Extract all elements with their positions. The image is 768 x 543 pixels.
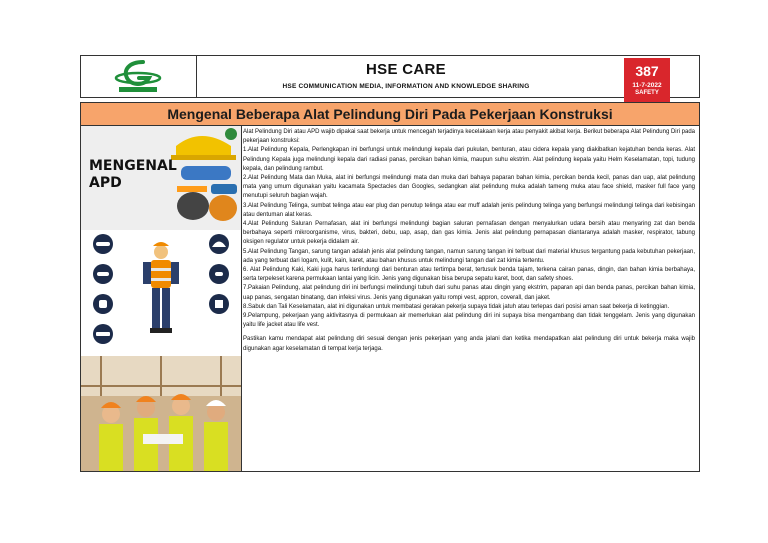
paragraph-8: 8.Sabuk dan Tali Keselamatan, alat ini digunakan untuk membatasi gerakan pekerja supaya tidak jatuh atau terlepas dari posisi aman saat bekerja di ketinggian. xyxy=(243,303,670,310)
newsletter-sheet xyxy=(80,55,700,470)
apd-caption xyxy=(89,158,177,192)
image-column xyxy=(81,126,242,471)
edition-number: 387 xyxy=(635,63,659,79)
article-text xyxy=(243,128,695,468)
construction-workers-photo xyxy=(81,356,241,471)
logo-icon xyxy=(81,56,196,97)
apd-equipment-image xyxy=(81,126,241,230)
paragraph-3: 3.Alat Pelindung Telinga, sumbat telinga atau ear plug dan penutup telinga atau ear muff adalah jenis pelindung telinga yang berfungsi melindungi telinga dari kebisingan atau dentuman alat keras. xyxy=(243,202,695,218)
workers-illustration xyxy=(81,356,241,471)
apd-caption-line2: APD xyxy=(89,175,122,191)
header-subtitle: HSE COMMUNICATION MEDIA, INFORMATION AND KNOWLEDGE SHARING xyxy=(282,83,530,90)
paragraph-6: 6. Alat Pelindung Kaki, Kaki juga harus terlindungi dari benturan atau tertimpa berat, tertusuk benda tajam, terkena cairan panas, dingin, dan bahan kimia berbahaya, serta terpeleset karena permukaan lantai yang licin. Jenis yang digunakan bisa berupa sepatu karet, boot, dan safety shoes. xyxy=(243,267,695,283)
paragraph-4: 4.Alat Pelindung Saluran Pernafasan, alat ini berfungsi melindungi bagian saluran pernafasan dengan menyalurkan udara bersih atau menyaring zat dan benda berbahaya seperti mikroorganisme, virus, bakteri, debu, uap, asap, dan gas kimia. Jenis alat pelindung pernapasan diantaranya adalah masker, respirator, tabung oksigen regulator untuk pekerja didalam air. xyxy=(243,221,695,246)
paragraph-5: 5.Alat Pelindung Tangan, sarung tangan adalah jenis alat pelindung tangan, namun sarung tangan ini terbuat dari material khusus tergantung pada kebutuhan pekerjaan, ada yang terbuat dari logam, kulit, kain, karet, atau bahan khusus untuk melindungi tangan dari zat kimia tertentu. xyxy=(243,248,695,264)
paragraph-7: 7.Pakaian Pelindung, alat pelindung diri ini berfungsi melindungi tubuh dari suhu panas atau dingin yang ekstrim, paparan api dan benda panas, percikan bahan kimia, uap panas, sengatan binatang, dan infeksi virus. Jenis yang digunakan yaitu rompi vest, appron, coverall, dan jaket. xyxy=(243,285,695,301)
ppe-chart-illustration xyxy=(81,230,241,356)
header-title: HSE CARE xyxy=(366,61,446,78)
paragraph-2: 2.Alat Pelindung Mata dan Muka, alat ini berfungsi melindungi mata dan muka dari bahaya paparan bahan kimia, percikan benda kecil, panas dan uap, alat pelindung mata yang umum digunakan yaitu kacamata Spectacles dan Googles, sedangkan alat pelindung muka adalah tameng muka atau face shield, masker full face yang menutupi seluruh bagian wajah. xyxy=(243,175,695,200)
paragraph-intro: Alat Pelindung Diri atau APD wajib dipakai saat bekerja untuk mencegah terjadinya kecelakaan kerja atau penyakit akibat kerja. Berikut beberapa Alat Pelindung Diri pada pekerjaan konstruksi: xyxy=(243,129,695,145)
edition-date: 11-7-2022 xyxy=(632,82,662,89)
header xyxy=(80,55,700,98)
company-logo xyxy=(81,56,197,97)
paragraph-9: 9.Pelampung, pekerjaan yang aktivitasnya di permukaan air memerlukan alat pelindung diri ini supaya bisa mengambang dan tidak tenggelam. Jenis yang digunakan yaitu life jacket atau life vest. xyxy=(243,313,695,329)
article-body xyxy=(80,125,700,472)
closing-paragraph: Pastikan kamu mendapat alat pelindung diri sesuai dengan jenis pekerjaan yang anda jalani dan ketika mendapatkan alat pelindung diri untuk bekerja maka wajib digunakan agar keselamatan di tempat kerja terjaga. xyxy=(243,336,695,352)
paragraph-1: 1.Alat Pelindung Kepala, Perlengkapan ini berfungsi untuk melindungi kepala dari pukulan, benturan, atau cidera kepala yang diakibatkan kejatuhan benda keras. Alat Pelindung Kepala juga melindungi kepala dari radiasi panas, percikan bahan kimia, maupun suhu ekstrim. Alat pelindung kepala yaitu Helm Keselamatan, topi, tudung kepala, dan pelindung rambut. xyxy=(243,147,695,172)
edition-tag: SAFETY xyxy=(635,90,659,96)
ppe-icons-image xyxy=(81,230,241,356)
apd-caption-line1: MENGENAL xyxy=(89,158,177,174)
article-title: Mengenal Beberapa Alat Pelindung Diri Pada Pekerjaan Konstruksi xyxy=(80,102,700,126)
